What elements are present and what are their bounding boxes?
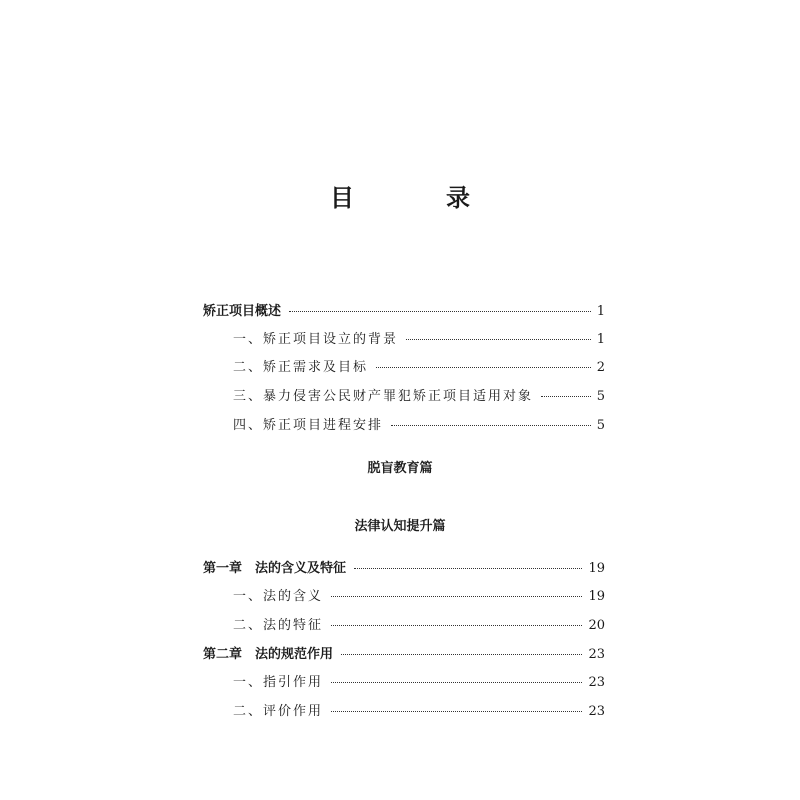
toc-entry-label: 第一章 法的含义及特征	[203, 561, 347, 576]
toc-entry-label: 一、法的含义	[233, 589, 324, 604]
toc-entry-label: 四、矫正项目进程安排	[233, 418, 384, 433]
toc-entry-page: 1	[596, 304, 605, 319]
toc-entry-page: 23	[588, 675, 605, 690]
toc-entry[interactable]	[203, 557, 605, 579]
section-heading: 脱盲教育篇	[367, 461, 433, 476]
page-title: 目 录	[330, 184, 504, 212]
dot-leader	[541, 396, 591, 397]
toc-entry[interactable]	[233, 385, 605, 407]
dot-leader	[331, 596, 582, 597]
toc-entry-page: 20	[588, 618, 605, 633]
toc-entry-label: 三、暴力侵害公民财产罪犯矫正项目适用对象	[233, 389, 534, 404]
dot-leader	[376, 367, 591, 368]
toc-entry-label: 二、评价作用	[233, 704, 324, 719]
dot-leader	[341, 654, 582, 655]
toc-entry[interactable]	[233, 356, 605, 378]
dot-leader	[289, 311, 591, 312]
section-heading: 法律认知提升篇	[354, 519, 446, 534]
toc-entry[interactable]	[233, 700, 605, 722]
toc-entry[interactable]	[233, 585, 605, 607]
toc-entry[interactable]	[233, 614, 605, 636]
toc-entry-page: 1	[596, 332, 605, 347]
toc-entry[interactable]	[233, 328, 605, 350]
toc-entry-page: 23	[588, 704, 605, 719]
toc-entry-label: 二、法的特征	[233, 618, 324, 633]
toc-entry-label: 第二章 法的规范作用	[203, 647, 334, 662]
toc-entry-page: 5	[596, 389, 605, 404]
toc-entry-label: 二、矫正需求及目标	[233, 360, 369, 375]
dot-leader	[391, 425, 591, 426]
toc-entry-page: 5	[596, 418, 605, 433]
dot-leader	[331, 682, 582, 683]
dot-leader	[406, 339, 591, 340]
toc-entry[interactable]	[203, 300, 605, 322]
toc-entry-label: 一、指引作用	[233, 675, 324, 690]
toc-entry-page: 19	[588, 561, 605, 576]
dot-leader	[331, 625, 582, 626]
toc-entry-page: 23	[588, 647, 605, 662]
toc-entry[interactable]	[233, 671, 605, 693]
toc-entry-label: 矫正项目概述	[203, 304, 282, 319]
toc-entry-label: 一、矫正项目设立的背景	[233, 332, 399, 347]
toc-entry-page: 19	[588, 589, 605, 604]
dot-leader	[354, 568, 582, 569]
toc-entry-page: 2	[596, 360, 605, 375]
toc-entry[interactable]	[233, 414, 605, 436]
dot-leader	[331, 711, 582, 712]
toc-entry[interactable]	[203, 643, 605, 665]
